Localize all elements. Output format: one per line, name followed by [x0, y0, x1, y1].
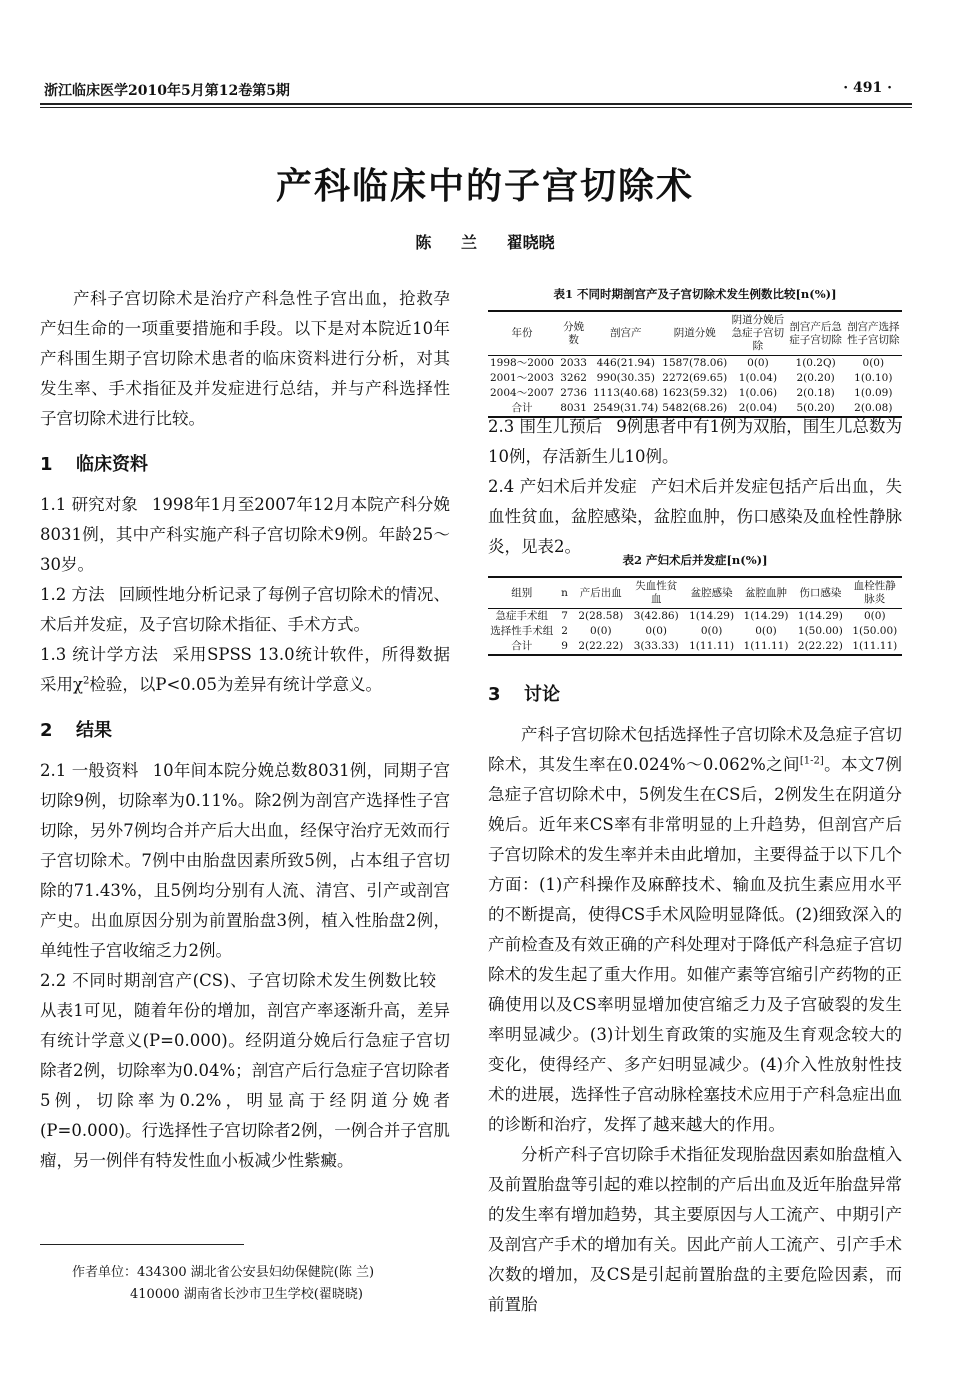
table-1-caption: 表1 不同时期剖宫产及子宫切除术发生例数比较[n(%)] [553, 287, 837, 301]
affiliation-line-2: 410000 湖南省长沙市卫生学校(翟晓晓) [130, 1287, 363, 1302]
article-title: 产科临床中的子宫切除术 [275, 165, 694, 207]
table-cell: 1998～2000 [490, 357, 554, 369]
section-number: 2 [40, 720, 53, 741]
table-cell: 2 [561, 625, 568, 637]
paragraph-text: 检验，以P<0.05为差异有统计学意义。 [89, 675, 383, 694]
table-cell: 2(28.58) [578, 610, 624, 622]
table-header-cell: 剖宫产选择性子宫切除 [845, 311, 902, 356]
table-cell: 0(0) [700, 625, 723, 637]
paragraph-2-4 [488, 472, 902, 562]
table-row [488, 356, 902, 372]
superscript: 2 [83, 675, 90, 687]
paragraph-2-1 [40, 756, 450, 966]
table-header-cell: 失血性贫血 [628, 577, 684, 609]
table-cell: 2(0.18) [796, 387, 835, 399]
table-header-cell: 剖宫产 [591, 311, 660, 356]
citation-ref: [1-2] [799, 755, 824, 767]
table-header-cell: 盆腔血肿 [739, 577, 793, 609]
paragraph-1-1 [40, 490, 450, 580]
table-header-cell: 血栓性静脉炎 [848, 577, 902, 609]
table-cell: 1(14.29) [689, 610, 735, 622]
table-cell: 0(0) [590, 625, 612, 637]
paragraph-text: 从表1可见，随着年份的增加，剖宫产率逐渐升高，差异有统计学意义(P=0.000)。经阴道分娩后行急症子宫切除者2例，切除率为0.04%；剖宫产后行急症子宫切除者5例，切除率为0.2%，明显高于经阴道分娩者(P=0.000)。行选择性子宫切除者2例，一例合并子宫肌瘤，另一例伴有特发性血小板减少性紫癜。 [40, 1001, 450, 1170]
table-row [488, 639, 902, 655]
table-cell: 急症手术组 [495, 610, 548, 622]
table-cell: 7 [561, 610, 568, 622]
table-header-cell: 分娩数 [556, 311, 591, 356]
table-cell: 2736 [560, 387, 587, 399]
table-cell: 1623(59.32) [662, 387, 728, 399]
table-cell: 1(0.10) [854, 372, 893, 384]
author-affiliation [72, 1262, 374, 1306]
section-title: 讨论 [524, 684, 560, 705]
table-cell: 1(0.06) [738, 387, 778, 399]
paragraph-text: 回顾性地分析记录了每例子宫切除术的情况、术后并发症，及子宫切除术指征、手术方式。 [40, 585, 450, 634]
subheading-2-4: 2.4 产妇术后并发症 [488, 477, 637, 496]
section-title: 临床资料 [76, 454, 148, 475]
table-cell: 2033 [560, 357, 587, 369]
subheading-2-1: 2.1 一般资料 [40, 761, 139, 780]
table-1-block [488, 286, 902, 418]
table-cell: 1113(40.68) [593, 387, 659, 399]
right-column-results [488, 412, 902, 562]
table-1 [488, 310, 902, 418]
table-row [488, 371, 902, 386]
table-cell: 5482(68.26) [660, 401, 729, 417]
paragraph-text: 1998年1月至2007年12月本院产科分娩8031例，其中产科实施产科子宫切除术9例。年龄25～30岁。 [40, 495, 450, 574]
paragraph-1-3 [40, 640, 450, 700]
table-cell: 2(22.22) [793, 639, 847, 655]
subheading-1-3: 1.3 统计学方法 [40, 645, 159, 664]
discussion-paragraph-2: 分析产科子宫切除手术指征发现胎盘因素如胎盘植入及前置胎盘等引起的难以控制的产后出血及近年胎盘异常的发生率有增加趋势，其主要原因与人工流产、中期引产及剖宫产手术的增加有关。因此产前人工流产、引产手术次数的增加，及CS是引起前置胎盘的主要危险因素，而前置胎 [488, 1145, 902, 1314]
table-cell: 0(0) [864, 610, 886, 622]
table-header-cell: 阴道分娩后急症子宫切除 [729, 311, 786, 356]
paragraph-2-2 [40, 966, 450, 1176]
table-cell: 合计 [488, 401, 556, 417]
table-header-cell: n [555, 577, 573, 609]
table-cell: 1(14.29) [743, 610, 789, 622]
table-header-cell: 组别 [488, 577, 555, 609]
right-column-discussion [488, 672, 902, 1320]
table-cell: 0(0) [862, 357, 885, 369]
table-2-caption: 表2 产妇术后并发症[n(%)] [622, 553, 768, 567]
journal-running-head: 浙江临床医学2010年5月第12卷第5期 [44, 83, 290, 99]
table-2 [488, 576, 902, 656]
table-cell: 3262 [560, 372, 587, 384]
table-cell: 3(33.33) [628, 639, 684, 655]
table-cell: 2(22.22) [574, 639, 628, 655]
table-cell: 0(0) [747, 357, 769, 369]
article-authors: 陈 兰 翟晓晓 [415, 233, 555, 252]
table-cell: 2004～2007 [490, 387, 554, 399]
table-cell: 1(11.11) [739, 639, 793, 655]
table-row [488, 386, 902, 401]
paragraph-text: 采用SPSS 13.0统计软件，所得数据采用χ [40, 645, 450, 694]
table-cell: 2272(69.65) [662, 372, 728, 384]
table-cell: 9 [555, 639, 573, 655]
header-rule [40, 103, 912, 105]
table-row [488, 624, 902, 639]
discussion-paragraph-1 [488, 720, 902, 1140]
paragraph-1-2 [40, 580, 450, 640]
table-header-cell: 剖宫产后急症子宫切除 [787, 311, 845, 356]
subheading-1-2: 1.2 方法 [40, 585, 105, 604]
section-1-heading [40, 450, 450, 480]
page-number: · 491 · [843, 80, 892, 96]
paragraph-text: 10年间本院分娩总数8031例，同期子宫切除9例，切除率为0.11%。除2例为剖宫产选择性子宫切除，另外7例均合并产后大出血，经保守治疗无效而行子宫切除术。7例中由胎盘因素所致5例，占本组子宫切除的71.43%，且5例均分别有人流、清宫、引产或剖宫产史。出血原因分别为前置胎盘3例，植入性胎盘2例，单纯性子宫收缩乏力2例。 [40, 761, 450, 960]
table-cell: 8031 [556, 401, 591, 417]
table-cell: 1(0.2Q) [795, 357, 836, 369]
section-title: 结果 [76, 720, 112, 741]
table-2-block [488, 552, 902, 656]
table-cell: 2(0.04) [729, 401, 786, 417]
subheading-2-3: 2.3 围生儿预后 [488, 417, 603, 436]
table-cell: 1(50.00) [852, 625, 898, 637]
paragraph-2-3 [488, 412, 902, 472]
table-cell: 选择性手术组 [490, 625, 554, 637]
paragraph-text: 产科子宫切除术包括选择性子宫切除术及急症子宫切除术，其发生率在0.024%～0.062%之间 [488, 725, 902, 774]
left-column [40, 284, 450, 1176]
table-header-row [488, 311, 902, 356]
table-cell: 1(50.00) [797, 625, 843, 637]
table-cell: 2549(31.74) [591, 401, 660, 417]
table-header-cell: 产后出血 [574, 577, 628, 609]
header-rule-thin [40, 107, 912, 108]
table-cell: 2(0.20) [796, 372, 835, 384]
table-row [488, 609, 902, 625]
paragraph-text: 。本文7例急症子宫切除术中，5例发生在CS后，2例发生在阴道分娩后。近年来CS率有非常明显的上升趋势，但剖宫产后子宫切除术的发生率并未由此增加，主要得益于以下几个方面：(1)产科操作及麻醉技术、输血及抗生素应用水平的不断提高，使得CS手术风险明显降低。(2)细致深入的产前检查及有效正确的产科处理对于降低产科急症子宫切除术的发生起了重大作用。如催产素等宫缩引产药物的正确使用以及CS率明显增加使宫缩乏力及子宫破裂的发生率明显减少。(3)计划生育政策的实施及生育观念较大的变化，使得经产、多产妇明显减少。(4)介入性放射性技术的进展，选择性子宫动脉栓塞技术应用于产科急症出血的诊断和治疗，发挥了越来越大的作用。 [488, 755, 902, 1134]
table-cell: 0(0) [755, 625, 777, 637]
table-header-cell: 伤口感染 [793, 577, 847, 609]
table-cell: 1(0.04) [738, 372, 778, 384]
table-cell: 2(0.08) [845, 401, 902, 417]
table-cell: 0(0) [645, 625, 667, 637]
affiliation-line-1: 作者单位：434300 湖北省公安县妇幼保健院(陈 兰) [72, 1265, 375, 1280]
table-cell: 446(21.94) [596, 357, 655, 369]
section-number: 3 [488, 684, 501, 705]
table-cell: 990(30.35) [596, 372, 655, 384]
subheading-1-1: 1.1 研究对象 [40, 495, 138, 514]
table-cell: 1(14.29) [797, 610, 843, 622]
table-cell: 2001～2003 [490, 372, 554, 384]
table-header-row [488, 577, 902, 609]
table-cell: 1587(78.06) [662, 357, 728, 369]
section-3-heading [488, 680, 902, 710]
table-header-cell: 盆腔感染 [684, 577, 738, 609]
intro-paragraph: 产科子宫切除术是治疗产科急性子宫出血，抢救孕产妇生命的一项重要措施和手段。以下是对本院近10年产科围生期子宫切除术患者的临床资料进行分析，对其发生率、手术指征及并发症进行总结，并与产科选择性子宫切除术进行比较。 [40, 289, 450, 428]
paragraph-text: 9例患者中有1例为双胎，围生儿总数为10例，存活新生儿10例。 [488, 417, 902, 466]
table-cell: 1(11.11) [848, 639, 902, 655]
subheading-2-2: 2.2 不同时期剖宫产(CS)、子宫切除术发生例数比较 [40, 971, 436, 990]
table-cell: 5(0.20) [787, 401, 845, 417]
section-number: 1 [40, 454, 53, 475]
table-cell: 合计 [488, 639, 555, 655]
table-cell: 1(0.09) [854, 387, 893, 399]
table-header-cell: 年份 [488, 311, 556, 356]
table-cell: 1(11.11) [684, 639, 738, 655]
paragraph-text: 产妇术后并发症包括产后出血，失血性贫血，盆腔感染，盆腔血肿，伤口感染及血栓性静脉炎，见表2。 [488, 477, 902, 556]
table-cell: 3(42.86) [633, 610, 679, 622]
footnote-rule [40, 1244, 244, 1245]
section-2-heading [40, 716, 450, 746]
table-header-cell: 阴道分娩 [660, 311, 729, 356]
